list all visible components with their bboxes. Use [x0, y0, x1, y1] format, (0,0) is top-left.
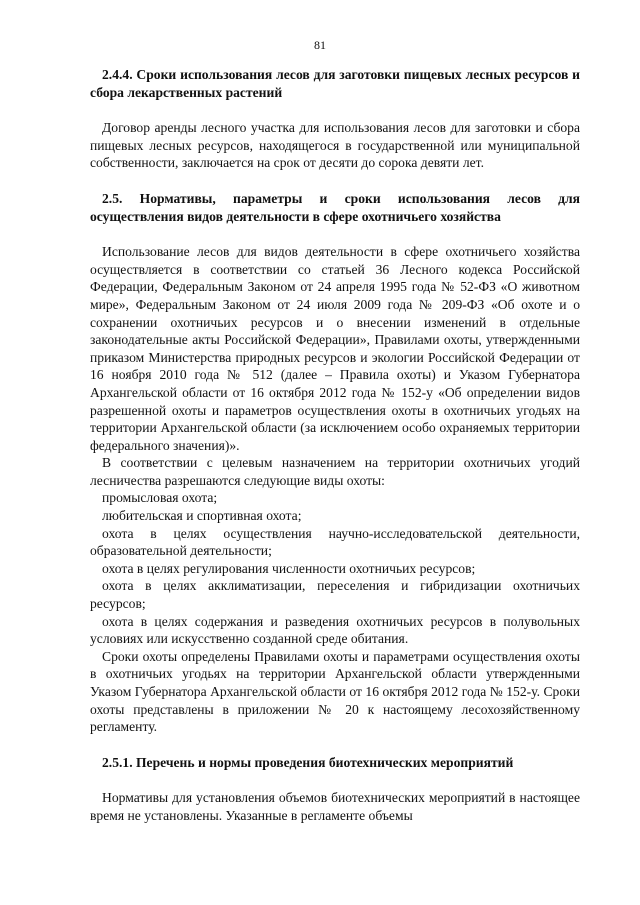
- list-item: охота в целях содержания и разведения охотничьих ресурсов в полувольных условиях или искусственно созданной среде обитания.: [90, 613, 580, 647]
- hunting-types-list: [90, 489, 580, 647]
- section-2-5-1-paragraph: Нормативы для установления объемов биотехнических мероприятий в настоящее время не установлены. Указанные в регламенте объемы: [90, 790, 580, 823]
- list-item: промысловая охота;: [102, 490, 218, 506]
- section-2-5-1-heading: 2.5.1. Перечень и нормы проведения биотехнических мероприятий: [102, 754, 514, 770]
- section-2-5-paragraph-allowed-types: В соответствии с целевым назначением на территории охотничьих угодий лесничества разрешаются следующие виды охоты:: [90, 455, 580, 488]
- list-item: любительская и спортивная охота;: [102, 508, 302, 524]
- section-2-5-heading: 2.5. Нормативы, параметры и сроки использования лесов для осуществления видов деятельности в сфере охотничьего хозяйства: [90, 190, 580, 224]
- section-2-4-4-paragraph: Договор аренды лесного участка для использования лесов для заготовки и сбора пищевых лесных ресурсов, находящегося в государственной или муниципальной собственности, заключается на срок от десяти до сорока девяти лет.: [90, 120, 580, 171]
- list-item: охота в целях осуществления научно-исследовательской деятельности, образовательной деятельности;: [90, 525, 580, 559]
- section-2-5-paragraph-legal-basis: Использование лесов для видов деятельности в сфере охотничьего хозяйства осуществляется в соответствии со статьей 36 Лесного кодекса Российской Федерации, Федеральным Законом от 24 апреля 1995 года № 52-ФЗ «О животном мире», Федеральным Законом от 24 июля 2009 года № 209-ФЗ «Об охоте и о сохранении охотничьих ресурсов и о внесении изменений в отдельные законодательные акты Российской Федерации», Правилами охоты, утвержденными приказом Министерства природных ресурсов и экологии Российской Федерации от 16 ноября 2010 года № 512 (далее – Правила охоты) и Указом Губернатора Архангельской области от 16 октября 2012 года № 152-у «Об определении видов разрешенной охоты и параметров осуществления охоты в охотничьих угодьях на территории Архангельской области (за исключением особо охраняемых территории федерального значения)».: [90, 244, 580, 453]
- list-item: охота в целях акклиматизации, переселения и гибридизации охотничьих ресурсов;: [90, 578, 580, 612]
- list-item: охота в целях регулирования численности охотничьих ресурсов;: [102, 560, 476, 576]
- document-body: [90, 66, 580, 825]
- section-2-4-4-heading: 2.4.4. Сроки использования лесов для заготовки пищевых лесных ресурсов и сбора лекарственных растений: [90, 67, 580, 100]
- page-number: 81: [314, 38, 326, 52]
- section-2-5-paragraph-hunting-terms: Сроки охоты определены Правилами охоты и параметрами осуществления охоты в охотничьих угодьях на территории Архангельской области утвержденными Указом Губернатора Архангельской области от 16 октября 2012 года № 152-у. Сроки охоты представлены в приложении № 20 к настоящему лесохозяйственному регламенту.: [90, 648, 580, 735]
